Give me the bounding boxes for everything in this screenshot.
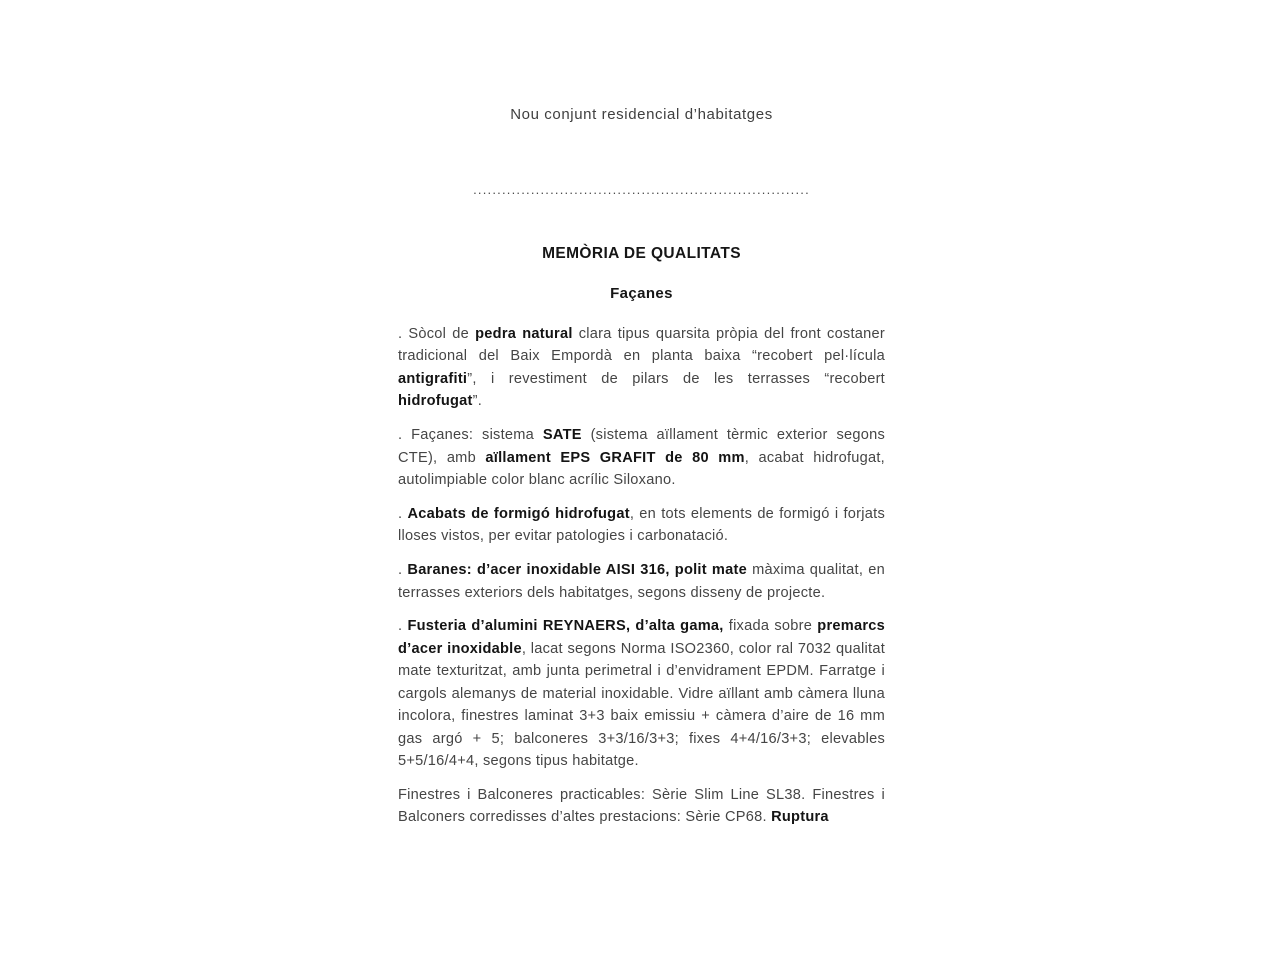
document-title: Nou conjunt residencial d’habitatges (510, 106, 773, 123)
dotted-separator: ...................................................................... (473, 183, 810, 196)
paragraph: . Façanes: sistema SATE (sistema aïllament tèrmic exterior segons CTE), amb aïllament EPS GRAFIT de 80 mm, acabat hidrofugat, autolimpiable color blanc acrílic Siloxano. (398, 427, 885, 488)
document-content (398, 0, 885, 840)
section-heading: MEMÒRIA DE QUALITATS (542, 245, 741, 262)
paragraph: . Acabats de formigó hidrofugat, en tots elements de formigó i forjats lloses vistos, per evitar patologies i carbonatació. (398, 505, 885, 545)
document-body (398, 323, 885, 829)
paragraph: . Baranes: d’acer inoxidable AISI 316, polit mate màxima qualitat, en terrasses exteriors dels habitatges, segons disseny de projecte. (398, 562, 885, 601)
paragraph: Finestres i Balconeres practicables: Sèrie Slim Line SL38. Finestres i Balconers corredisses d’altes prestacions: Sèrie CP68. Ruptura (398, 786, 885, 826)
section-subheading: Façanes (610, 285, 673, 302)
paragraph: . Fusteria d’alumini REYNAERS, d’alta gama, fixada sobre premarcs d’acer inoxidable, lacat segons Norma ISO2360, color ral 7032 qualitat mate texturitzat, amb junta perimetral i d’envidrament EPDM. Farratge i cargols alemanys de material inoxidable. Vidre aïllant amb càmera lluna incolora, finestres laminat 3+3 baix emissiu + càmera d’aire de 16 mm gas argó + 5; balconeres 3+3/16/3+3; fixes 4+4/16/3+3; elevables 5+5/16/4+4, segons tipus habitatge. (398, 618, 886, 769)
paragraph: . Sòcol de pedra natural clara tipus quarsita pròpia del front costaner tradicional del Baix Empordà en planta baixa “recobert pel·lícula antigrafiti”, i revestiment de pilars de les terrasses “recobert hidrofugat”. (398, 326, 885, 410)
